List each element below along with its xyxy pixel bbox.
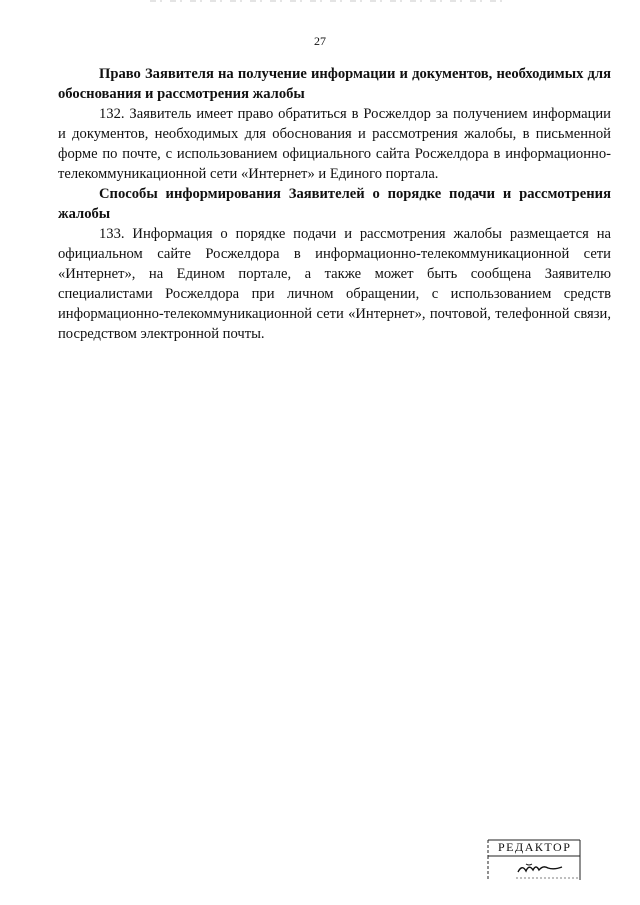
stamp-label: РЕДАКТОР: [498, 840, 572, 854]
paragraph-132: 132. Заявитель имеет право обратиться в Росжелдор за получением информации и документов, необходимых для обоснования и рассмотрения жалобы, в письменной форме по почте, с использованием официального сайта Росжелдора в информационно-телекоммуникационной сети «Интернет» и Единого портала.: [58, 106, 611, 182]
section-heading-informing-methods: Способы информирования Заявителей о порядке подачи и рассмотрения жалобы: [58, 186, 611, 222]
signature-icon: [518, 867, 562, 872]
document-body: [58, 64, 611, 344]
section-heading-complaint-info-right: Право Заявителя на получение информации и документов, необходимых для обоснования и рассмотрения жалобы: [58, 66, 611, 102]
scan-artifact: [150, 0, 510, 4]
page-number: 27: [314, 34, 326, 48]
paragraph-133: 133. Информация о порядке подачи и рассмотрения жалобы размещается на официальном сайте Росжелдора в информационно-телекоммуникационной сети «Интернет», на Едином портале, а также может быть сообщена Заявителю специалистами Росжелдора при личном обращении, с использованием средств информационно-телекоммуникационной сети «Интернет», почтовой, телефонной связи, посредством электронной почты.: [58, 226, 611, 342]
editor-stamp: [486, 838, 582, 882]
